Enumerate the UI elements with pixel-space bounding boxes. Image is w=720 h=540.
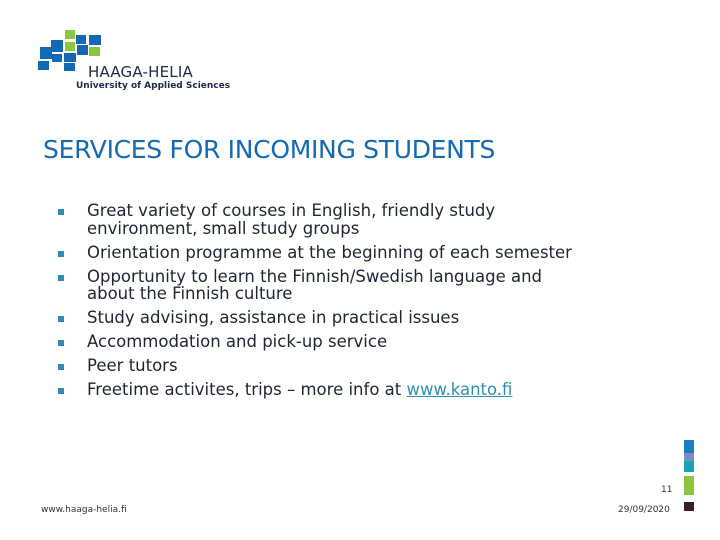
bullet-text: Freetime activites, trips – more info at	[87, 380, 407, 399]
color-block	[684, 502, 694, 511]
bullet-square-icon	[58, 251, 64, 257]
color-block	[684, 461, 694, 472]
bullet-square-icon	[58, 316, 64, 322]
bullet-item	[58, 381, 578, 399]
kanto-link[interactable]: www.kanto.fi	[406, 380, 513, 399]
bullet-square-icon	[58, 209, 64, 215]
bullet-item	[58, 268, 578, 303]
slide-title: SERVICES FOR INCOMING STUDENTS	[43, 135, 496, 164]
bullet-square-icon	[58, 364, 64, 370]
page-number: 11	[661, 485, 673, 495]
color-block	[684, 440, 694, 453]
logo-name: HAAGA-HELIA	[88, 63, 193, 81]
bullet-text: Opportunity to learn the Finnish/Swedish language and about the Finnish culture	[87, 266, 543, 303]
bullet-square-icon	[58, 388, 64, 394]
bullet-text: Study advising, assistance in practical issues	[87, 308, 460, 327]
bullet-item	[58, 357, 578, 375]
color-block	[684, 453, 694, 461]
logo-subtitle: University of Applied Sciences	[76, 81, 231, 91]
bullet-item	[58, 202, 578, 237]
footer-url[interactable]: www.haaga-helia.fi	[41, 505, 127, 515]
color-block	[684, 476, 694, 495]
bullet-text: Great variety of courses in English, friendly study environment, small study groups	[87, 201, 496, 238]
haaga-helia-logo	[38, 30, 231, 96]
bullet-item	[58, 333, 578, 351]
bullet-text: Orientation programme at the beginning of each semester	[87, 242, 572, 262]
bullet-square-icon	[58, 275, 64, 281]
bullet-text: Peer tutors	[87, 356, 178, 375]
bullet-item	[58, 244, 578, 262]
bullet-list	[58, 202, 578, 405]
footer-date: 29/09/2020	[618, 505, 670, 515]
bullet-square-icon	[58, 340, 64, 346]
bullet-text: Accommodation and pick-up service	[87, 332, 388, 351]
bullet-item	[58, 309, 578, 327]
